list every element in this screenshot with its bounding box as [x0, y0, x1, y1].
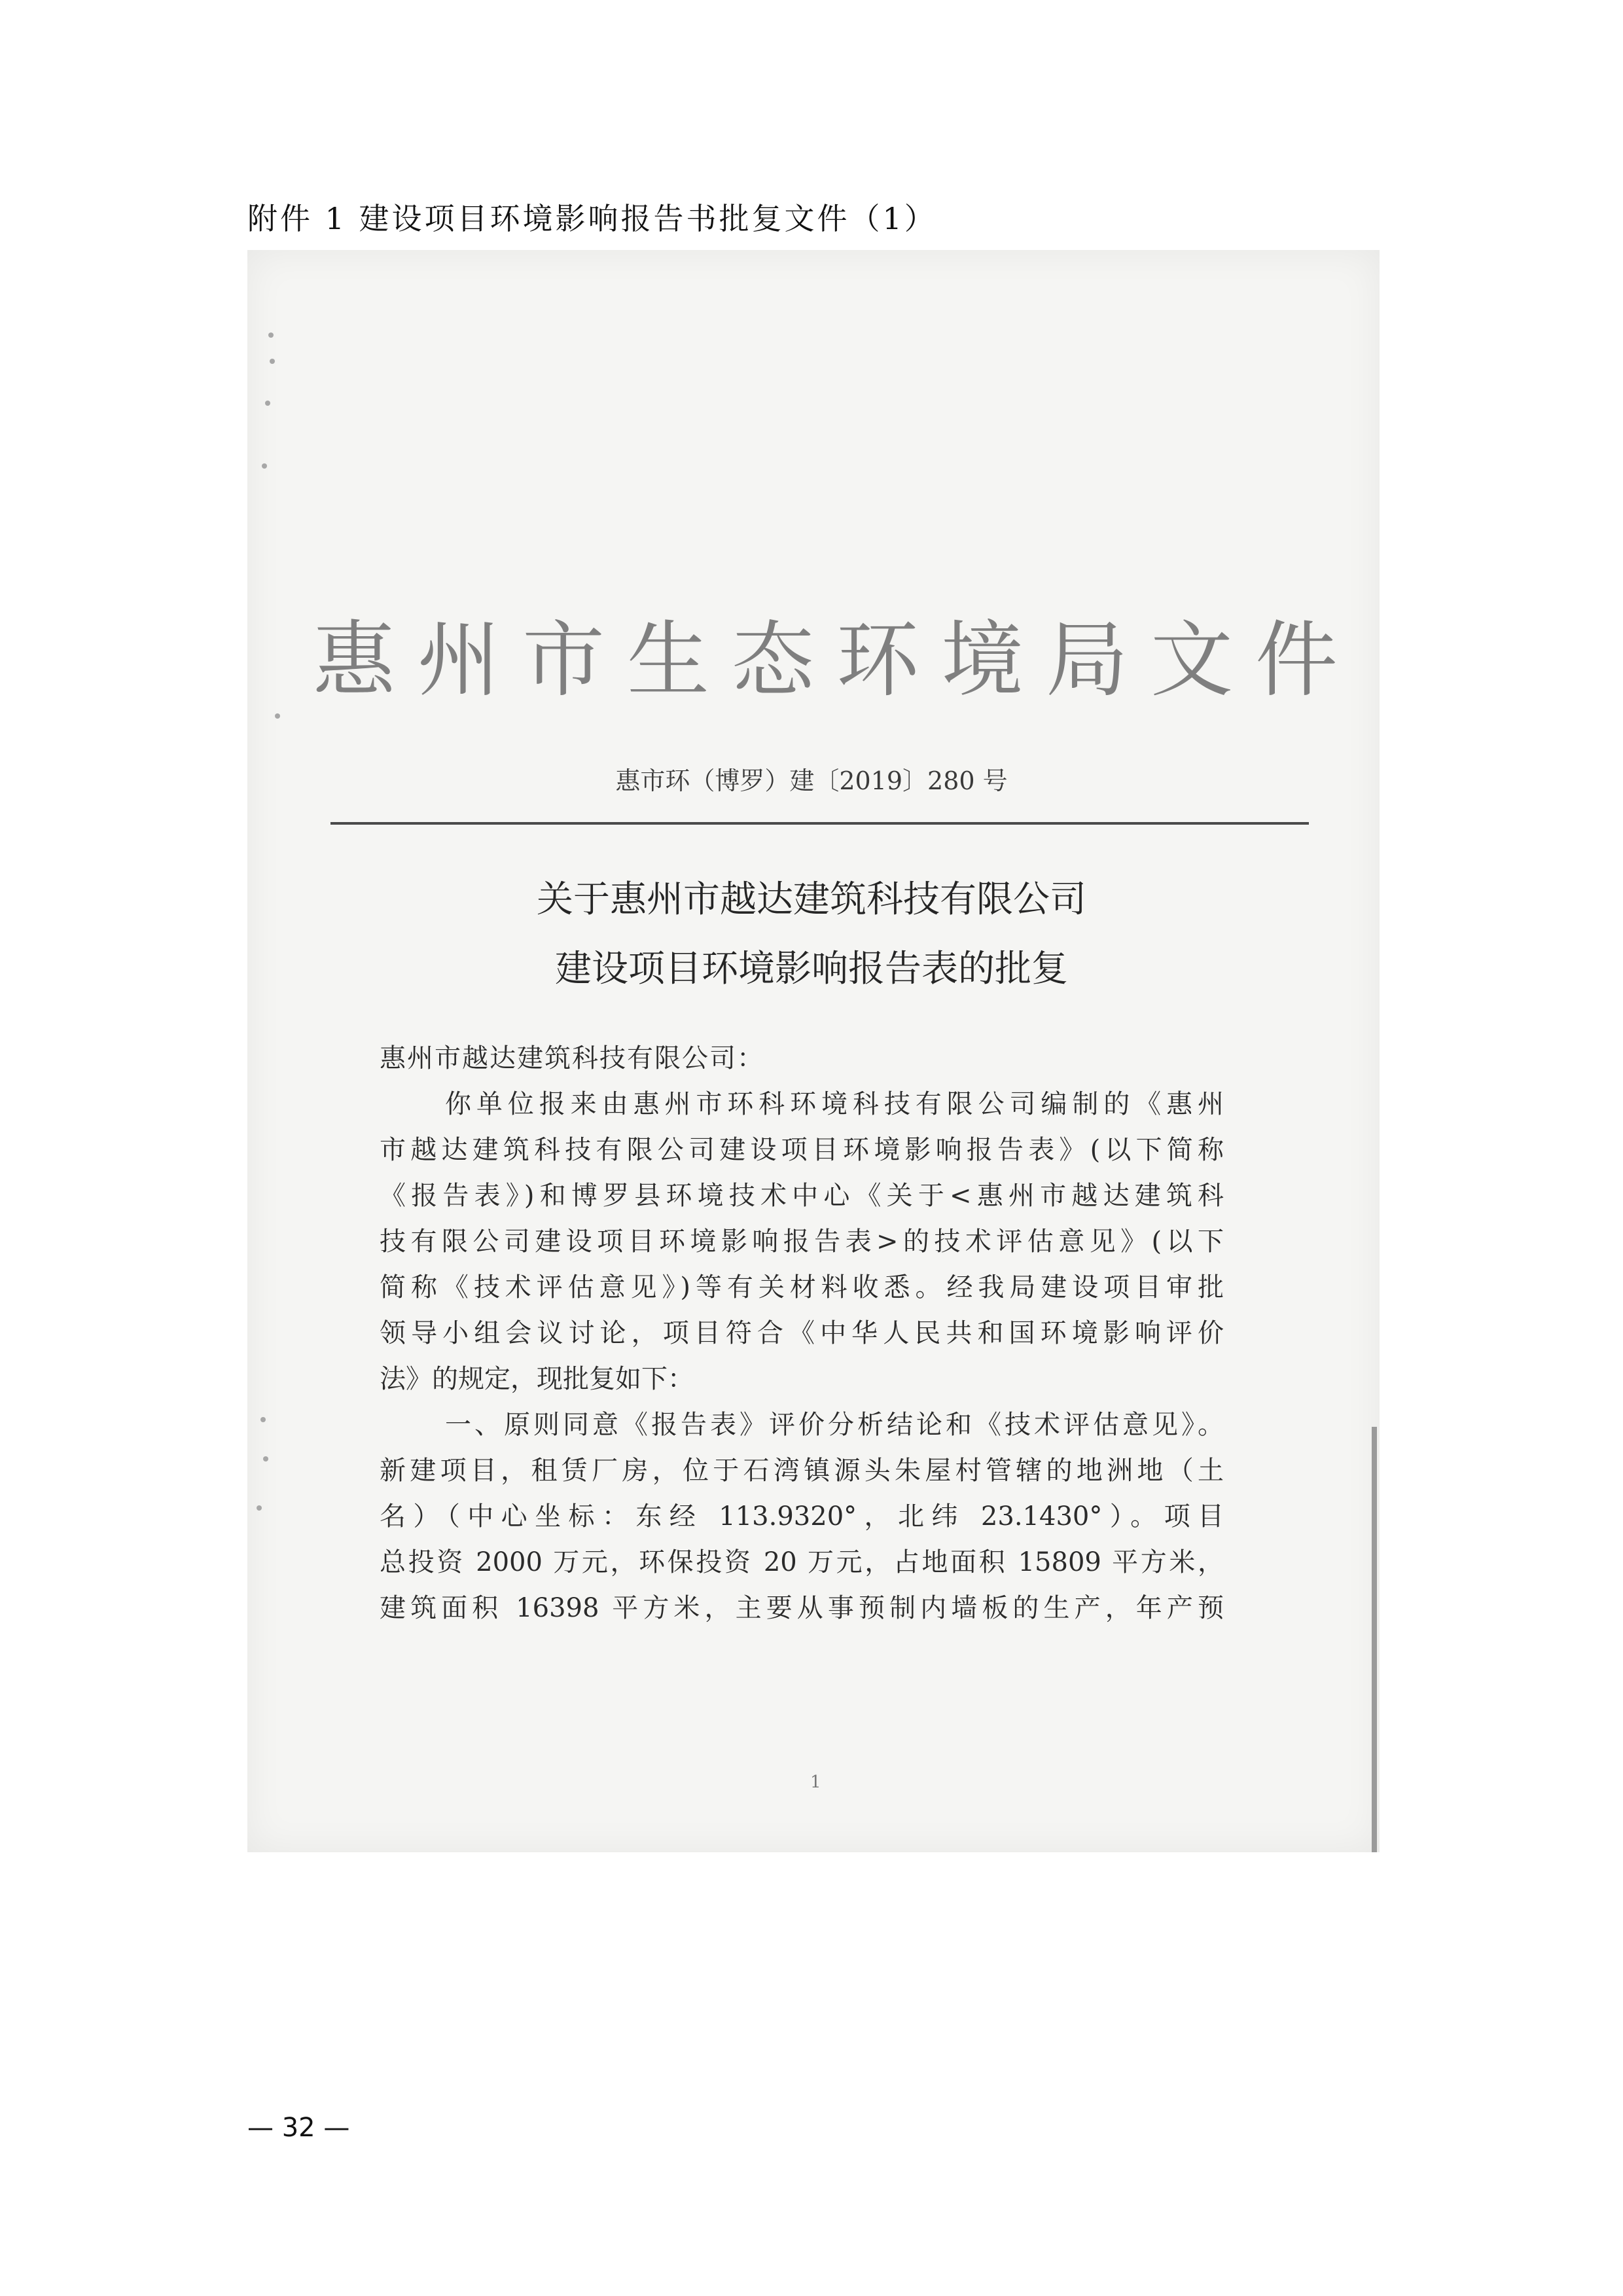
recipient-line: 惠州市越达建筑科技有限公司：: [380, 1043, 764, 1073]
body-line: 《报告表》)和博罗县环境技术中心《关于<惠州市越达建筑科: [380, 1181, 1224, 1211]
scan-speck: [263, 1456, 268, 1462]
agency-document-header: 惠州市生态环境局文件: [313, 612, 1360, 708]
document-title-line-1: 关于惠州市越达建筑科技有限公司: [537, 878, 1086, 921]
scan-speck: [262, 463, 267, 469]
body-line: 技有限公司建设项目环境影响报告表>的技术评估意见》(以下: [380, 1227, 1224, 1257]
body-line: 建筑面积 16398 平方米，主要从事预制内墙板的生产，年产预: [380, 1593, 1224, 1623]
body-line: 新建项目，租赁厂房，位于石湾镇源头朱屋村管辖的地洲地（土: [380, 1456, 1224, 1486]
body-line: 领导小组会议讨论，项目符合《中华人民共和国环境影响评价: [380, 1318, 1224, 1348]
body-line: 法》的规定，现批复如下：: [380, 1364, 694, 1394]
scan-speck: [260, 1417, 266, 1422]
header-divider-line: [330, 822, 1309, 825]
body-line: 市越达建筑科技有限公司建设项目环境影响报告表》(以下简称: [380, 1135, 1224, 1165]
scan-page-mark: 1: [810, 1772, 821, 1792]
document-number: 惠市环（博罗）建〔2019〕280 号: [615, 766, 1008, 795]
scan-speck: [268, 332, 274, 338]
scan-edge-shadow: [1372, 1427, 1377, 1852]
scan-speck: [275, 713, 280, 719]
body-line: 一、原则同意《报告表》评价分析结论和《技术评估意见》。: [445, 1410, 1224, 1440]
body-line: 你单位报来由惠州市环科环境科技有限公司编制的《惠州: [445, 1089, 1224, 1119]
scan-speck: [270, 359, 275, 364]
page-number: — 32 —: [247, 2113, 350, 2143]
scan-speck: [257, 1505, 262, 1511]
body-line: 名）（中心坐标：东经 113.9320°，北纬 23.1430°）。项目: [380, 1501, 1224, 1532]
scan-speck: [265, 401, 270, 406]
attachment-heading: 附件 1 建设项目环境影响报告书批复文件（1）: [247, 201, 937, 236]
document-title-line-2: 建设项目环境影响报告表的批复: [555, 948, 1068, 990]
body-line: 总投资 2000 万元，环保投资 20 万元，占地面积 15809 平方米，: [380, 1547, 1224, 1577]
body-line: 简称《技术评估意见》)等有关材料收悉。经我局建设项目审批: [380, 1272, 1224, 1302]
